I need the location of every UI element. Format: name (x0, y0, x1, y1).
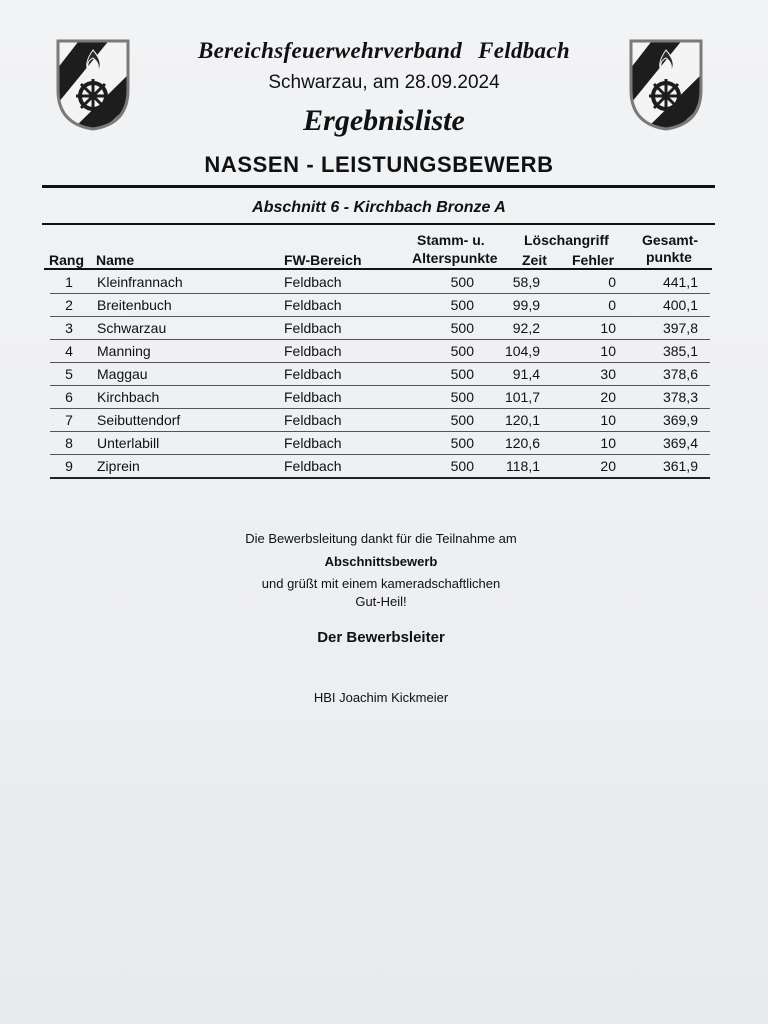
cell-rang: 8 (65, 435, 73, 451)
cell-zeit: 92,2 (512, 320, 540, 336)
cell-gesamt: 400,1 (662, 297, 698, 313)
cell-fw-bereich: Feldbach (284, 297, 342, 313)
cell-name: Maggau (97, 366, 148, 382)
cell-fehler: 20 (600, 458, 616, 474)
cell-rang: 2 (65, 297, 73, 313)
closing-thanks: Die Bewerbsleitung dankt für die Teilnahme am (245, 531, 517, 546)
signoff-title: Der Bewerbsleiter (317, 629, 445, 646)
organization-name: Bereichsfeuerwehrverband Feldbach (198, 38, 570, 63)
document-title: Ergebnisliste (303, 104, 465, 137)
cell-fw-bereich: Feldbach (284, 389, 342, 405)
divider (42, 223, 715, 225)
table-row (50, 408, 710, 432)
divider (42, 185, 715, 188)
cell-gesamt: 397,8 (662, 320, 698, 336)
cell-stamm: 500 (450, 366, 474, 382)
table-row (50, 293, 710, 317)
cell-zeit: 91,4 (512, 366, 540, 382)
cell-zeit: 120,1 (504, 412, 540, 428)
cell-stamm: 500 (450, 274, 474, 290)
cell-fehler: 10 (600, 320, 616, 336)
cell-name: Seibuttendorf (97, 412, 181, 428)
cell-fehler: 10 (600, 343, 616, 359)
cell-name: Manning (97, 343, 151, 359)
cell-fw-bereich: Feldbach (284, 458, 342, 474)
event-title: NASSEN - LEISTUNGSBEWERB (204, 152, 554, 177)
signer-name: HBI Joachim Kickmeier (313, 690, 449, 705)
header-gesamt-line2: punkte (646, 249, 692, 265)
header-stamm-line1: Stamm- u. (417, 232, 485, 248)
header-name: Name (96, 252, 135, 268)
cell-zeit: 118,1 (506, 458, 540, 474)
cell-zeit: 99,9 (512, 297, 540, 313)
cell-fehler: 30 (600, 366, 616, 382)
header-loeschangriff: Löschangriff (524, 232, 609, 248)
cell-stamm: 500 (450, 435, 474, 451)
cell-name: Ziprein (97, 458, 140, 474)
cell-fehler: 0 (608, 297, 616, 313)
header-fw-bereich: FW-Bereich (284, 252, 362, 268)
table-row (50, 316, 710, 340)
closing-event-name: Abschnittsbewerb (324, 554, 438, 569)
cell-stamm: 500 (450, 343, 474, 359)
cell-fw-bereich: Feldbach (284, 343, 342, 359)
cell-gesamt: 361,9 (662, 458, 698, 474)
cell-fehler: 0 (608, 274, 616, 290)
cell-rang: 5 (65, 366, 73, 382)
cell-zeit: 58,9 (512, 274, 540, 290)
cell-rang: 4 (65, 343, 73, 359)
header-stamm-line2: Alterspunkte (412, 250, 498, 266)
cell-gesamt: 369,9 (662, 412, 698, 428)
cell-zeit: 101,7 (504, 389, 540, 405)
table-row (50, 385, 710, 409)
cell-gesamt: 378,3 (662, 389, 698, 405)
cell-name: Kirchbach (97, 389, 160, 405)
cell-fw-bereich: Feldbach (284, 320, 342, 336)
cell-stamm: 500 (450, 297, 474, 313)
cell-stamm: 500 (450, 320, 474, 336)
cell-rang: 9 (65, 458, 73, 474)
cell-rang: 6 (65, 389, 73, 405)
cell-name: Unterlabill (97, 435, 160, 451)
cell-gesamt: 369,4 (662, 435, 698, 451)
cell-name: Breitenbuch (97, 297, 172, 313)
dateline: Schwarzau, am 28.09.2024 (268, 72, 500, 93)
cell-rang: 3 (65, 320, 73, 336)
cell-fehler: 20 (600, 389, 616, 405)
cell-name: Kleinfrannach (97, 274, 183, 290)
cell-fehler: 10 (600, 412, 616, 428)
closing-greeting: und grüßt mit einem kameradschaftlichen (261, 576, 501, 591)
table-row (50, 431, 710, 455)
cell-gesamt: 385,1 (662, 343, 698, 359)
table-row (50, 454, 710, 479)
cell-fw-bereich: Feldbach (284, 435, 342, 451)
header-gesamt-line1: Gesamt- (642, 232, 699, 248)
table-row (50, 339, 710, 363)
table-row (50, 270, 710, 294)
cell-rang: 1 (65, 274, 73, 290)
cell-gesamt: 441,1 (662, 274, 698, 290)
cell-rang: 7 (65, 412, 73, 428)
cell-fw-bereich: Feldbach (284, 412, 342, 428)
cell-zeit: 104,9 (504, 343, 540, 359)
cell-stamm: 500 (450, 389, 474, 405)
cell-stamm: 500 (450, 458, 474, 474)
cell-zeit: 120,6 (504, 435, 540, 451)
closing-salute: Gut-Heil! (355, 594, 407, 609)
table-row (50, 362, 710, 386)
cell-fw-bereich: Feldbach (284, 366, 342, 382)
header-zeit: Zeit (522, 252, 547, 268)
cell-fw-bereich: Feldbach (284, 274, 342, 290)
cell-stamm: 500 (450, 412, 474, 428)
cell-name: Schwarzau (97, 320, 167, 336)
cell-gesamt: 378,6 (662, 366, 698, 382)
header-rang: Rang (49, 252, 84, 268)
header-fehler: Fehler (572, 252, 615, 268)
section-title: Abschnitt 6 - Kirchbach Bronze A (252, 199, 506, 216)
cell-fehler: 10 (600, 435, 616, 451)
